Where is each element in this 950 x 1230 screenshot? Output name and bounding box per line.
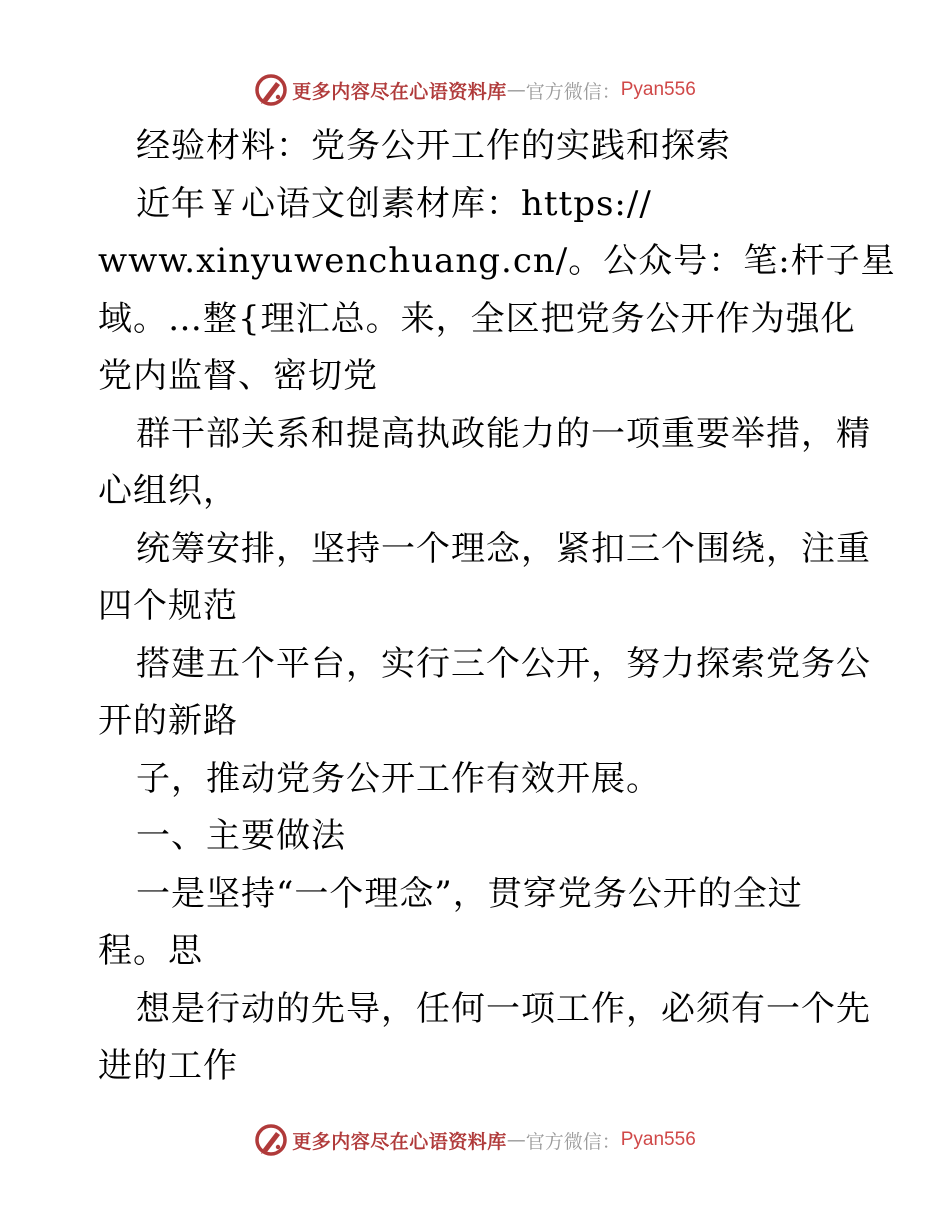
banner-wechat-label: 官方微信：: [525, 1130, 621, 1153]
document-body: [98, 118, 896, 1096]
banner-separator: —: [506, 1129, 526, 1151]
text-line: 近年￥心语文创素材库：https://: [136, 183, 652, 224]
banner-separator: —: [506, 79, 526, 101]
text-line: 程。思: [98, 931, 203, 971]
banner-wechat-id: Pyan556: [620, 79, 696, 100]
text-line: 心组织，: [98, 471, 238, 511]
text-line: www.xinyuwenchuang.cn/。公众号：笔:杆子星: [98, 241, 896, 281]
text-line: 子，推动党务公开工作有效开展。: [136, 758, 661, 799]
text-line: 群干部关系和提高执政能力的一项重要举措，精: [136, 413, 871, 454]
header-banner: [0, 70, 950, 110]
text-line: 开的新路: [98, 701, 238, 741]
banner-wechat-label: 官方微信：: [525, 80, 621, 103]
text-line: 域。…整{理汇总。来，全区把党务公开作为强化: [98, 298, 856, 339]
pen-logo-icon: [254, 1123, 288, 1157]
section-heading: 一、主要做法: [136, 816, 346, 856]
text-line: 统筹安排，坚持一个理念，紧扣三个围绕，注重: [136, 528, 871, 569]
text-line: 四个规范: [98, 586, 238, 626]
footer-banner: [0, 1120, 950, 1160]
banner-title: 更多内容尽在心语资料库: [292, 80, 507, 103]
text-line: 想是行动的先导，任何一项工作，必须有一个先: [136, 988, 871, 1029]
text-line: 一是坚持“一个理念”，贯穿党务公开的全过: [136, 873, 803, 914]
banner-title: 更多内容尽在心语资料库: [292, 1130, 507, 1153]
pen-logo-icon: [254, 73, 288, 107]
text-line: 党内监督、密切党: [98, 356, 378, 396]
text-line: 搭建五个平台，实行三个公开，努力探索党务公: [136, 643, 871, 684]
text-line: 进的工作: [98, 1046, 238, 1086]
document-title: 经验材料：党务公开工作的实践和探索: [136, 126, 731, 166]
banner-wechat-id: Pyan556: [620, 1129, 696, 1150]
